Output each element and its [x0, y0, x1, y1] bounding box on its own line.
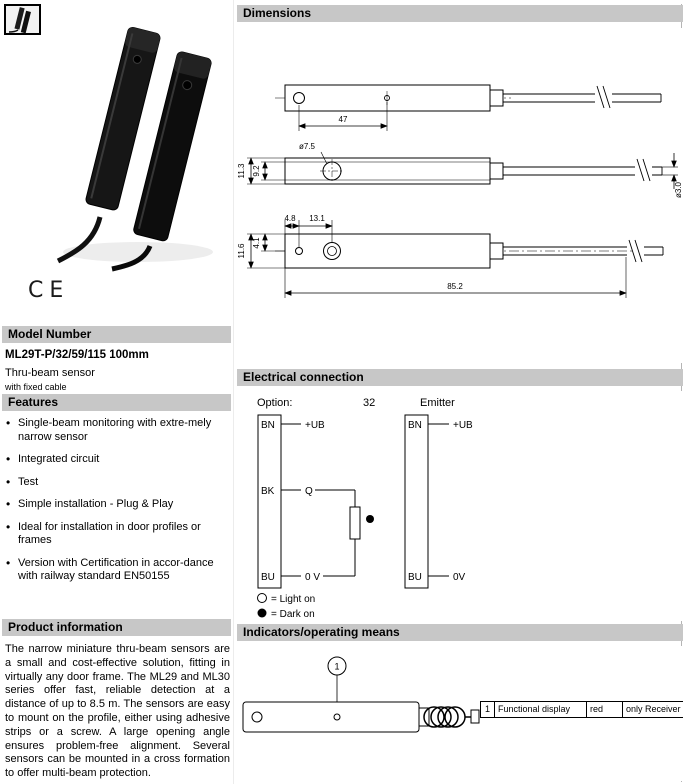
receiver-box: [258, 415, 281, 588]
dim-label-4-1: 4.1: [252, 237, 261, 249]
features-list: [5, 417, 231, 593]
dim-top-view: [247, 152, 678, 189]
dimensions-header: Dimensions: [237, 5, 683, 22]
product-photo: [28, 14, 233, 272]
features-header: Features: [2, 394, 231, 411]
pin-signal: +UB: [305, 420, 325, 431]
electrical-header: Electrical connection: [237, 369, 683, 386]
indicator-table-cell: only Receiver: [622, 702, 683, 717]
receiver-circuit: [258, 415, 360, 588]
dim-label-47: 47: [338, 115, 348, 124]
dim-label-13-1: 13.1: [309, 214, 325, 223]
dim-label-85-2: 85.2: [447, 282, 463, 291]
option-value: 32: [363, 397, 376, 409]
indicators-header: Indicators/operating means: [237, 624, 683, 641]
model-number-header: Model Number: [2, 326, 231, 343]
pin-wire: BU: [261, 572, 275, 583]
option-label: Option:: [257, 397, 293, 409]
dark-on-symbol: [258, 609, 267, 618]
pin-wire: BK: [261, 486, 275, 497]
indicator-table-cell: 1: [484, 704, 490, 714]
light-on-symbol: [258, 594, 267, 603]
feature-item: • Integrated circuit: [5, 453, 231, 467]
cable: [503, 94, 595, 102]
electrical-diagram: [237, 391, 683, 621]
emitter-circuit: [405, 415, 449, 588]
dim-label-cable: ø3.0: [674, 181, 683, 198]
column-divider: [233, 0, 234, 784]
product-info-text: The narrow miniature thru-beam sensors are a small and cost-effective solution, fitting in virtually any door frame. The ML29 and ML30 series offer fast, reliable detection at a distance of up to 8.5 m. The sensors are easy to mount on the profile, either using adhesive strips or a screw. A large opening angle ensures problem-free alignment. Several sensors can be mounted in a cross formation to offer multi-beam protection.: [5, 643, 230, 780]
feature-item: • Single-beam monitoring with extre-mely narrow sensor: [5, 417, 231, 444]
pin-wire: BN: [408, 420, 422, 431]
model-number: ML29T-P/32/59/115 100mm: [5, 349, 149, 361]
light-on-label: = Light on: [271, 594, 316, 605]
load-resistor: [350, 507, 360, 539]
cable-break: [597, 86, 610, 108]
dim-side-view: [275, 85, 661, 131]
pin-wire: BU: [408, 572, 422, 583]
dim-label-4-8: 4.8: [284, 214, 296, 223]
indicator-table-cell: red: [586, 702, 622, 717]
emitter-label: Emitter: [420, 397, 455, 409]
dark-on-dot: [366, 515, 374, 523]
model-type: Thru-beam sensor: [5, 367, 95, 379]
feature-item: • Version with Certification in accor-dance with railway standard EN50155: [5, 557, 231, 584]
callout-number: 1: [334, 661, 340, 672]
product-info-header: Product information: [2, 619, 231, 636]
pin-signal: 0V: [453, 572, 466, 583]
pin-signal: Q: [305, 486, 313, 497]
indicator-table-cell: Functional display: [494, 702, 586, 717]
dim-label-11-3: 11.3: [237, 163, 246, 179]
pin-signal: +UB: [453, 420, 473, 431]
dim-label-9-2: 9.2: [252, 165, 261, 177]
dim-label-hole: ø7.5: [299, 142, 316, 151]
pin-wire: BN: [261, 420, 275, 431]
model-subtype: with fixed cable: [5, 382, 67, 392]
dim-label-11-6: 11.6: [237, 243, 246, 259]
cable-end: [471, 710, 479, 723]
sensor-body: [243, 702, 419, 732]
feature-item: • Simple installation - Plug & Play: [5, 498, 231, 512]
feature-item: • Ideal for installation in door profiles or frames: [5, 521, 231, 548]
indicator-table: [480, 701, 683, 718]
emitter-box: [405, 415, 428, 588]
feature-item: • Test: [5, 476, 231, 490]
ce-mark: CE: [28, 278, 70, 303]
pin-signal: 0 V: [305, 572, 321, 583]
dimensions-drawing: [237, 28, 683, 363]
dark-on-label: = Dark on: [271, 609, 315, 620]
indicator-sensor: [243, 657, 479, 732]
cable-break: [637, 159, 650, 181]
